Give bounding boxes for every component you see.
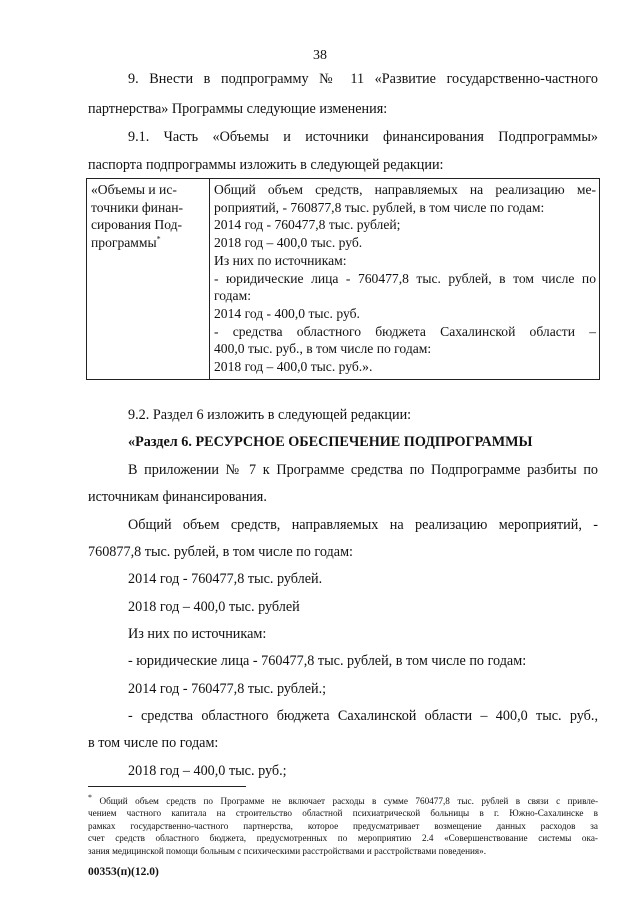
label-line: точники финан-: [91, 199, 184, 215]
label-line: сирования Под-: [91, 217, 183, 233]
value-line: 2018 год – 400,0 тыс. руб.: [214, 235, 363, 251]
section-line-7: 2018 год – 400,0 тыс. рублей: [128, 599, 300, 615]
section-line-13: 2018 год – 400,0 тыс. руб.;: [128, 763, 287, 779]
value-line: годам:: [214, 288, 251, 304]
section-line-1: 9.2. Раздел 6 изложить в следующей редакции:: [128, 407, 412, 423]
value-line: Из них по источникам:: [214, 252, 347, 268]
footnote: [88, 792, 599, 857]
section-line-12: в том числе по годам:: [88, 735, 219, 751]
footnote-line: рамках государственно-частного партнерства, которое предусматривает возмещение данных расходов за: [88, 820, 598, 831]
footnote-line: зания медицинской помощи больным с психическими расстройствами и расстройствами поведения».: [88, 845, 487, 856]
value-line: 2014 год - 400,0 тыс. руб.: [214, 305, 360, 321]
intro-line-1: 9. Внести в подпрограмму № 11 «Развитие государственно-частного: [128, 71, 598, 87]
label-text: программы: [91, 235, 157, 251]
page-number: 38: [313, 48, 327, 63]
label-line: [91, 234, 206, 252]
intro-line-3: 9.1. Часть «Объемы и источники финансирования Подпрограммы»: [128, 129, 598, 145]
section-line-10: 2014 год - 760477,8 тыс. рублей.;: [128, 681, 327, 697]
footnote-line: счет средств областного бюджета, предусмотренных по мероприятию 2.4 «Совершенствование системы ока-: [88, 833, 598, 844]
label-line: «Объемы и ис-: [91, 182, 177, 197]
passport-row: [87, 179, 600, 380]
value-line: 2014 год - 760477,8 тыс. рублей;: [214, 217, 401, 233]
footnote-text: Общий объем средств по Программе не включает расходы в сумме 760477,8 тыс. рублей в связи с привле-: [99, 796, 599, 806]
footnote-line: [88, 792, 599, 807]
footnote-divider: [88, 786, 246, 787]
intro-line-4: паспорта подпрограммы изложить в следующей редакции:: [88, 157, 444, 173]
value-line: - юридические лица - 760477,8 тыс. рублей, в том числе по: [214, 270, 596, 286]
section-line-8: Из них по источникам:: [128, 626, 267, 642]
section-line-9: - юридические лица - 760477,8 тыс. рублей, в том числе по годам:: [128, 653, 527, 669]
footnote-line: чением частного капитала на строительство областной психиатрической больницы в г. Южно-Сахалинске в: [88, 808, 598, 819]
passport-table: [86, 178, 600, 380]
section-heading: «Раздел 6. РЕСУРСНОЕ ОБЕСПЕЧЕНИЕ ПОДПРОГРАММЫ: [128, 434, 533, 450]
section-line-2: В приложении № 7 к Программе средства по Подпрограмме разбиты по: [128, 462, 598, 478]
value-line: 400,0 тыс. руб., в том числе по годам:: [214, 341, 432, 357]
section-line-3: источникам финансирования.: [88, 489, 267, 505]
intro-line-2: партнерства» Программы следующие изменения:: [88, 101, 388, 117]
section-line-4: Общий объем средств, направляемых на реализацию мероприятий, -: [128, 517, 598, 533]
section-line-6: 2014 год - 760477,8 тыс. рублей.: [128, 571, 323, 587]
passport-label-cell: [87, 179, 210, 380]
value-line: Общий объем средств, направляемых на реализацию ме-: [214, 182, 596, 197]
passport-value-cell: [210, 179, 600, 380]
footnote-marker: *: [156, 234, 161, 244]
section-line-5: 760877,8 тыс. рублей, в том числе по годам:: [88, 544, 353, 560]
document-code: 00353(п)(12.0): [88, 866, 159, 878]
value-line: 2018 год – 400,0 тыс. руб.».: [214, 359, 373, 375]
footnote-mark: *: [88, 792, 92, 802]
section-line-11: - средства областного бюджета Сахалинской области – 400,0 тыс. руб.,: [128, 708, 598, 724]
value-line: - средства областного бюджета Сахалинской области –: [214, 323, 596, 339]
value-line: роприятий, - 760877,8 тыс. рублей, в том числе по годам:: [214, 199, 545, 215]
